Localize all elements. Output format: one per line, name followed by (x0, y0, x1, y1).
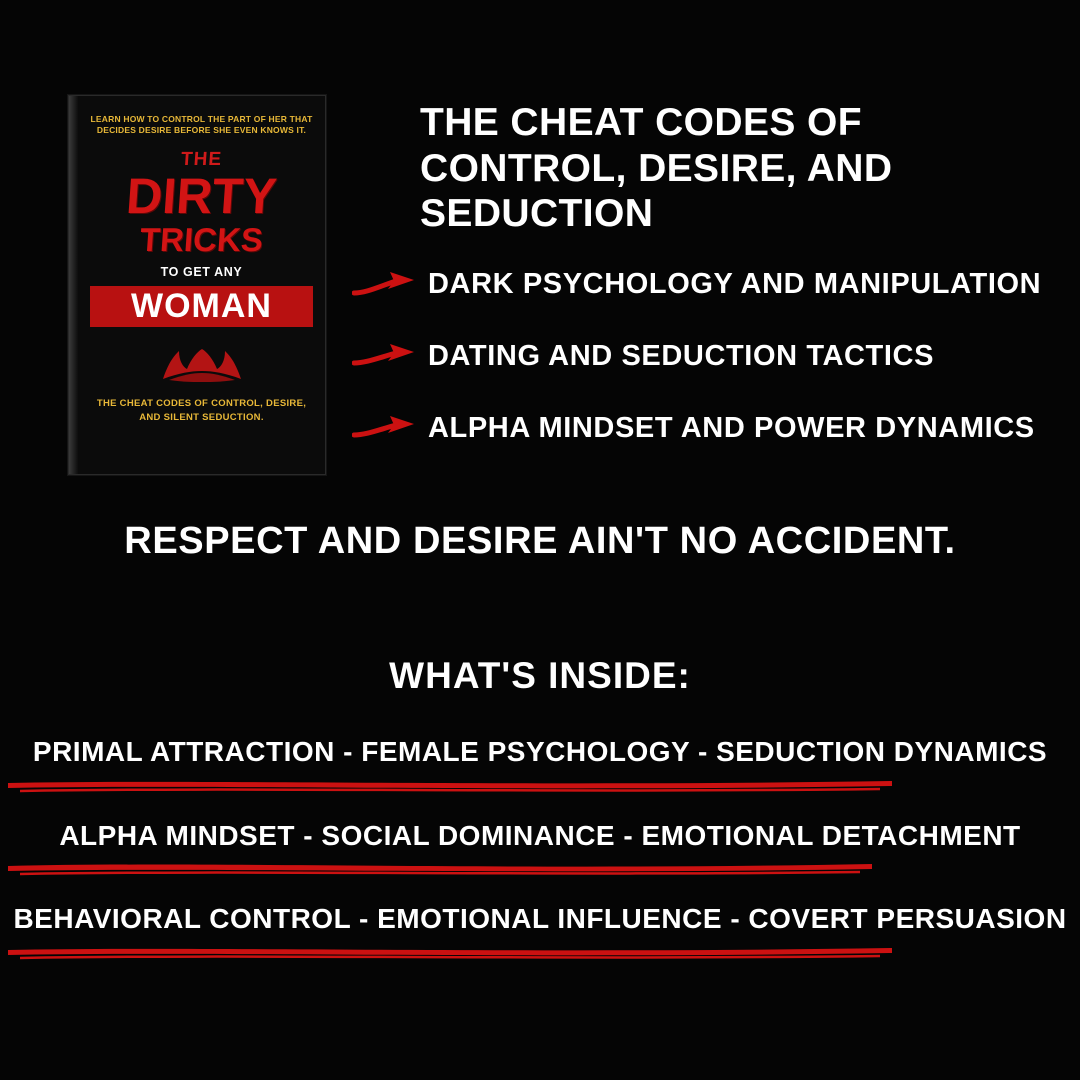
red-underline (0, 944, 1080, 960)
bullet-label: ALPHA MINDSET AND POWER DYNAMICS (428, 411, 1035, 444)
book-cover-highlight: WOMAN (131, 287, 272, 326)
book-cover-title-line2: TRICKS (138, 221, 265, 259)
book-cover-highlight-band (90, 286, 313, 327)
book-cover-the: THE (180, 149, 223, 171)
list-item (0, 902, 1080, 960)
list-item (352, 248, 1052, 320)
section-title-whats-inside: WHAT'S INSIDE: (389, 655, 691, 696)
book-cover-title-line1: DIRTY (124, 168, 279, 225)
book-cover-footer: THE CHEAT CODES OF CONTROL, DESIRE, AND SILENT SEDUCTION. (96, 398, 307, 424)
red-underline (0, 860, 1080, 876)
arrow-right-icon (352, 339, 420, 373)
book-cover-kicker: LEARN HOW TO CONTROL THE PART OF HER THAT DECIDES DESIRE BEFORE SHE EVEN KNOWS IT. (90, 114, 313, 136)
list-item (0, 735, 1080, 793)
inside-item-label: BEHAVIORAL CONTROL - EMOTIONAL INFLUENCE - COVERT PERSUASION (13, 903, 1067, 935)
book-cover-content (78, 96, 325, 474)
headline: THE CHEAT CODES OF CONTROL, DESIRE, AND SEDUCTION (420, 101, 893, 236)
crown-icon (159, 349, 245, 383)
list-item (352, 320, 1052, 392)
top-section (0, 80, 1080, 480)
bullet-list (352, 248, 1052, 464)
inside-item-label: PRIMAL ATTRACTION - FEMALE PSYCHOLOGY - SEDUCTION DYNAMICS (32, 736, 1048, 767)
inside-list (0, 735, 1080, 986)
inside-item-label: ALPHA MINDSET - SOCIAL DOMINANCE - EMOTIONAL DETACHMENT (59, 819, 1021, 851)
book-cover-image (68, 95, 326, 475)
list-item (352, 392, 1052, 464)
arrow-right-icon (352, 411, 420, 445)
tagline: RESPECT AND DESIRE AIN'T NO ACCIDENT. (124, 520, 956, 562)
red-underline (0, 777, 1080, 793)
bullet-label: DATING AND SEDUCTION TACTICS (428, 339, 935, 372)
book-cover-subtitle: TO GET ANY (160, 265, 243, 280)
book-spine (69, 96, 78, 474)
arrow-right-icon (352, 267, 420, 301)
list-item (0, 819, 1080, 877)
bullet-label: DARK PSYCHOLOGY AND MANIPULATION (428, 267, 1042, 300)
